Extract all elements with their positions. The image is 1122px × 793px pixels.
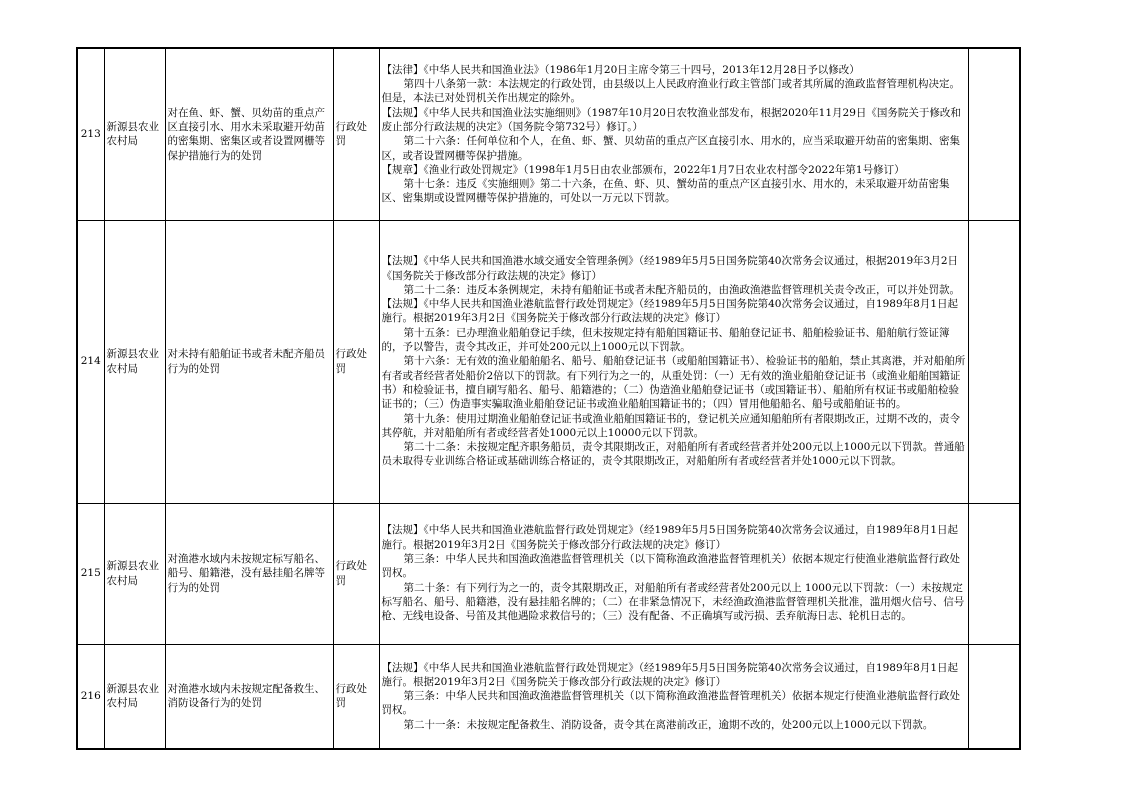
legal-basis-paragraph: 第二十二条：未按规定配齐职务船员，责令其限期改正，对船舶所有者或经营者并处200元以上1000元以下罚款。普通船员未取得专业训练合格证或基础训练合格证的，责令其限期改正，对船舶所有者或经营者并处1000元以下罚款。	[381, 441, 965, 468]
legal-basis-paragraph: 第十六条：无有效的渔业船舶船名、船号、船舶登记证书（或船舶国籍证书）、检验证书的船舶，禁止其离港，并对船舶所有者或者经营者处船价2倍以下的罚款。有下列行为之一的，从重处罚：（一）无有效的渔业船舶登记证书（或渔业船舶国籍证书）和检验证书，擅自刷写船名、船号、船籍港的；（二）伪造渔业船舶登记证书（或国籍证书）、船舶所有权证书或船舶检验证书的；（三）伪造事实骗取渔业船舶登记证书或渔业船舶国籍证书的；（四）冒用他船船名、船号或船舶证书的。	[381, 355, 966, 411]
legal-basis-paragraph: 第三条：中华人民共和国渔政渔港监督管理机关（以下简称渔政渔港监督管理机关）依据本规定行使渔业港航监督行政处罚权。	[381, 553, 961, 580]
legal-basis	[379, 644, 968, 749]
legal-basis-paragraph: 第二十二条：违反本条例规定，未持有船舶证书或者未配齐船员的，由渔政渔港监督管理机关责令改正，可以并处罚款。	[403, 283, 961, 296]
remarks-cell	[968, 503, 1020, 644]
table-row	[77, 220, 1020, 503]
power-type: 行政处罚	[333, 503, 379, 644]
power-item-name: 对未持有船舶证书或者未配齐船员行为的处罚	[165, 220, 333, 503]
power-type: 行政处罚	[333, 220, 379, 503]
legal-basis	[379, 503, 968, 644]
table-body	[77, 48, 1020, 749]
legal-basis-paragraph: 【法规】《中华人民共和国渔业港航监督行政处罚规定》（经1989年5月5日国务院第40次常务会议通过，自1989年8月1日起施行。根据2019年3月2日《国务院关于修改部分行政法规的决定》修订）	[381, 661, 959, 688]
legal-basis-paragraph: 第四十八条第一款：本法规定的行政处罚，由县级以上人民政府渔业行政主管部门或者其所属的渔政监督管理机构决定。但是，本法已对处罚机关作出规定的除外。	[381, 78, 961, 105]
table-row	[77, 503, 1020, 644]
legal-basis-paragraph: 【规章】《渔业行政处罚规定》（1998年1月5日由农业部颁布，2022年1月7日农业农村部令2022年第1号修订）	[381, 163, 905, 176]
legal-basis-paragraph: 【法规】《中华人民共和国渔业法实施细则》（1987年10月20日农牧渔业部发布，根据2020年11月29日《国务院关于修改和废止部分行政法规的决定》（国务院令第732号）修订。）	[381, 106, 961, 133]
table-row	[77, 644, 1020, 749]
item-number: 216	[77, 644, 104, 749]
legal-basis-paragraph: 第三条：中华人民共和国渔政渔港监督管理机关（以下简称渔政渔港监督管理机关）依据本规定行使渔业港航监督行政处罚权。	[381, 690, 961, 717]
power-list-sheet	[76, 47, 1019, 748]
power-type: 行政处罚	[333, 48, 379, 220]
legal-basis-paragraph: 第二十六条：任何单位和个人，在鱼、虾、蟹、贝幼苗的重点产区直接引水、用水的，应当采取避开幼苗的密集期、密集区，或者设置网栅等保护措施。	[381, 135, 961, 162]
legal-basis-paragraph: 第十九条：使用过期渔业船舶登记证书或渔业船舶国籍证书的，登记机关应通知船舶所有者限期改正，过期不改的，责令其停航，并对船舶所有者或经营者处1000元以上10000元以下罚款。	[381, 412, 961, 439]
implementing-agency: 新源县农业农村局	[104, 48, 165, 220]
administrative-power-table	[76, 47, 1021, 750]
legal-basis-paragraph: 【法规】《中华人民共和国渔业港航监督行政处罚规定》（经1989年5月5日国务院第40次常务会议通过，自1989年8月1日起施行。根据2019年3月2日《国务院关于修改部分行政法规的决定》修订）	[381, 524, 959, 551]
power-type: 行政处罚	[333, 644, 379, 749]
item-number: 214	[77, 220, 104, 503]
power-item-name: 对渔港水域内未按规定标写船名、船号、船籍港，没有悬挂船名牌等行为的处罚	[165, 503, 333, 644]
legal-basis	[379, 48, 968, 220]
legal-basis-paragraph: 第十五条：已办理渔业船舶登记手续，但未按规定持有船舶国籍证书、船舶登记证书、船舶检验证书、船舶航行签证簿的，予以警告，责令其改正，并可处200元以上1000元以下罚款。	[381, 326, 950, 354]
implementing-agency: 新源县农业农村局	[104, 220, 165, 503]
remarks-cell	[968, 644, 1020, 749]
table-row	[77, 48, 1020, 220]
power-item-name: 对在鱼、虾、蟹、贝幼苗的重点产区直接引水、用水未采取避开幼苗的密集期、密集区或者设置网栅等保护措施行为的处罚	[165, 48, 333, 220]
remarks-cell	[968, 48, 1020, 220]
item-number: 215	[77, 503, 104, 644]
remarks-cell	[968, 220, 1020, 503]
legal-basis-paragraph: 第二十一条：未按规定配备救生、消防设备，责令其在离港前改正，逾期不改的，处200元以上1000元以下罚款。	[403, 718, 934, 731]
legal-basis-paragraph: 【法规】《中华人民共和国渔港水域交通安全管理条例》（经1989年5月5日国务院第40次常务会议通过，根据2019年3月2日《国务院关于修改部分行政法规的决定》修订）	[381, 255, 959, 282]
item-number: 213	[77, 48, 104, 220]
power-item-name: 对渔港水域内未按规定配备救生、消防设备行为的处罚	[165, 644, 333, 749]
implementing-agency: 新源县农业农村局	[104, 644, 165, 749]
legal-basis-paragraph: 第二十条：有下列行为之一的，责令其限期改正，对船舶所有者或经营者处200元以上 1000元以下罚款：（一）未按规定标写船名、船号、船籍港，没有悬挂船名牌的；（二）在非紧急情况下，未经渔政渔港监督管理机关批准，滥用烟火信号、信号枪、无线电设备、号笛及其他遇险求救信号的；（三）没有配备、不正确填写或污损、丢弃航海日志、轮机日志的。	[381, 581, 965, 623]
legal-basis-paragraph: 【法律】《中华人民共和国渔业法》（1986年1月20日主席令第三十四号，2013年12月28日予以修改）	[381, 63, 860, 76]
legal-basis-paragraph: 【法规】《中华人民共和国渔业港航监督行政处罚规定》（经1989年5月5日国务院第40次常务会议通过，自1989年8月1日起施行。根据2019年3月2日《国务院关于修改部分行政法规的决定》修订）	[381, 298, 959, 325]
legal-basis-paragraph: 第十七条：违反《实施细则》第二十六条，在鱼、虾、贝、蟹幼苗的重点产区直接引水、用水的，未采取避开幼苗密集区、密集期或设置网栅等保护措施的，可处以一万元以下罚款。	[381, 178, 950, 205]
implementing-agency: 新源县农业农村局	[104, 503, 165, 644]
legal-basis	[379, 220, 968, 503]
